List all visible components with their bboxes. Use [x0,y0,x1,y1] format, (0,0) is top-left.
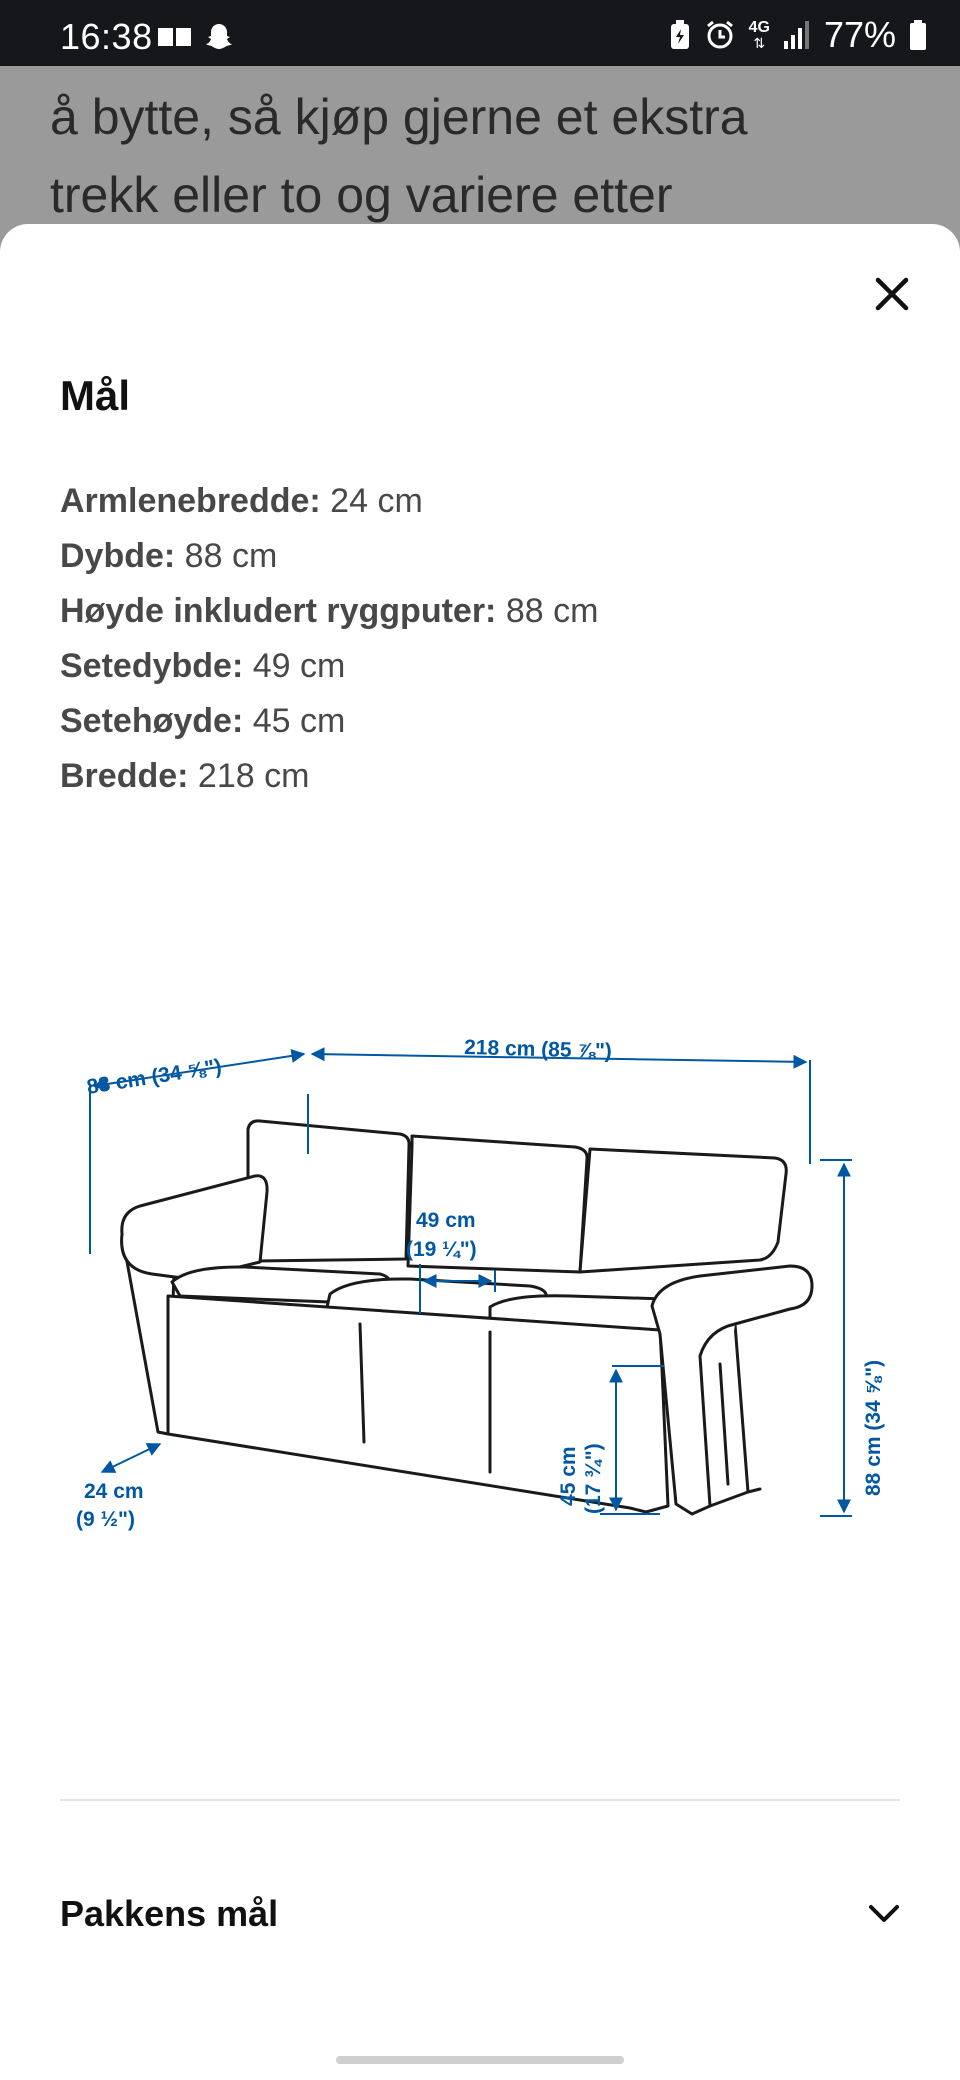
sheet-title: Mål [60,372,131,419]
spec-value: 45 cm [243,702,346,740]
spec-label: Setehøyde: [60,702,244,740]
snapchat-icon [204,22,234,52]
network-type: 4G [748,19,770,36]
arm-width-in-label: (9 ½") [76,1508,135,1531]
depth-label: 88 cm (34 ⅝") [85,1054,224,1099]
close-icon [875,277,909,311]
seat-depth-in-label: (19 ¼") [406,1238,477,1261]
close-button[interactable] [864,266,920,322]
battery-icon [910,20,926,50]
package-dimensions-accordion[interactable] [60,1874,900,1954]
network-indicator [749,20,770,50]
spec-item [60,474,598,529]
data-arrows-icon: ⇅ [753,35,766,51]
spec-label: Dybde: [60,537,176,575]
spec-label: Setedybde: [60,647,244,685]
spec-label: Høyde inkludert ryggputer: [60,592,497,630]
height-label: 88 cm (34 ⅝") [862,1359,885,1496]
spec-value: 218 cm [188,757,310,795]
arm-width-cm-label: 24 cm [84,1480,144,1503]
spec-value: 49 cm [243,647,346,685]
alarm-icon [705,20,735,50]
chevron-down-icon [868,1904,900,1924]
dimensions-sheet [0,224,960,2080]
home-indicator[interactable] [336,2056,624,2064]
spec-item [60,694,598,749]
dimension-spec-list [60,474,598,804]
spec-item [60,639,598,694]
seat-height-in-label: (17 ¾") [582,1443,605,1514]
spec-item [60,584,598,639]
sofa-drawing [122,1121,812,1514]
spec-value: 24 cm [320,482,423,520]
spec-label: Armlenebredde: [60,482,321,520]
width-label: 218 cm (85 ⅞") [463,1036,613,1063]
seat-height-cm-label: 45 cm [557,1446,580,1506]
status-bar [0,0,960,66]
background-page [0,66,960,236]
gallery-icon [158,26,192,48]
spec-value: 88 cm [175,537,278,575]
spec-value: 88 cm [496,592,599,630]
background-text-line: trekk eller to og variere etter [50,167,673,223]
seat-depth-cm-label: 49 cm [416,1209,476,1232]
system-status [669,14,926,56]
spec-label: Bredde: [60,757,189,795]
accordion-label: Pakkens mål [60,1893,279,1934]
background-text-line: å bytte, så kjøp gjerne et ekstra [50,89,748,145]
sofa-dimension-diagram [60,1034,900,1734]
divider [60,1799,900,1801]
notification-icons [158,22,234,52]
battery-saver-icon [669,20,691,50]
battery-percent: 77% [823,14,896,55]
spec-item [60,749,598,804]
spec-item [60,529,598,584]
clock: 16:38 [60,16,153,57]
signal-icon [784,21,810,49]
